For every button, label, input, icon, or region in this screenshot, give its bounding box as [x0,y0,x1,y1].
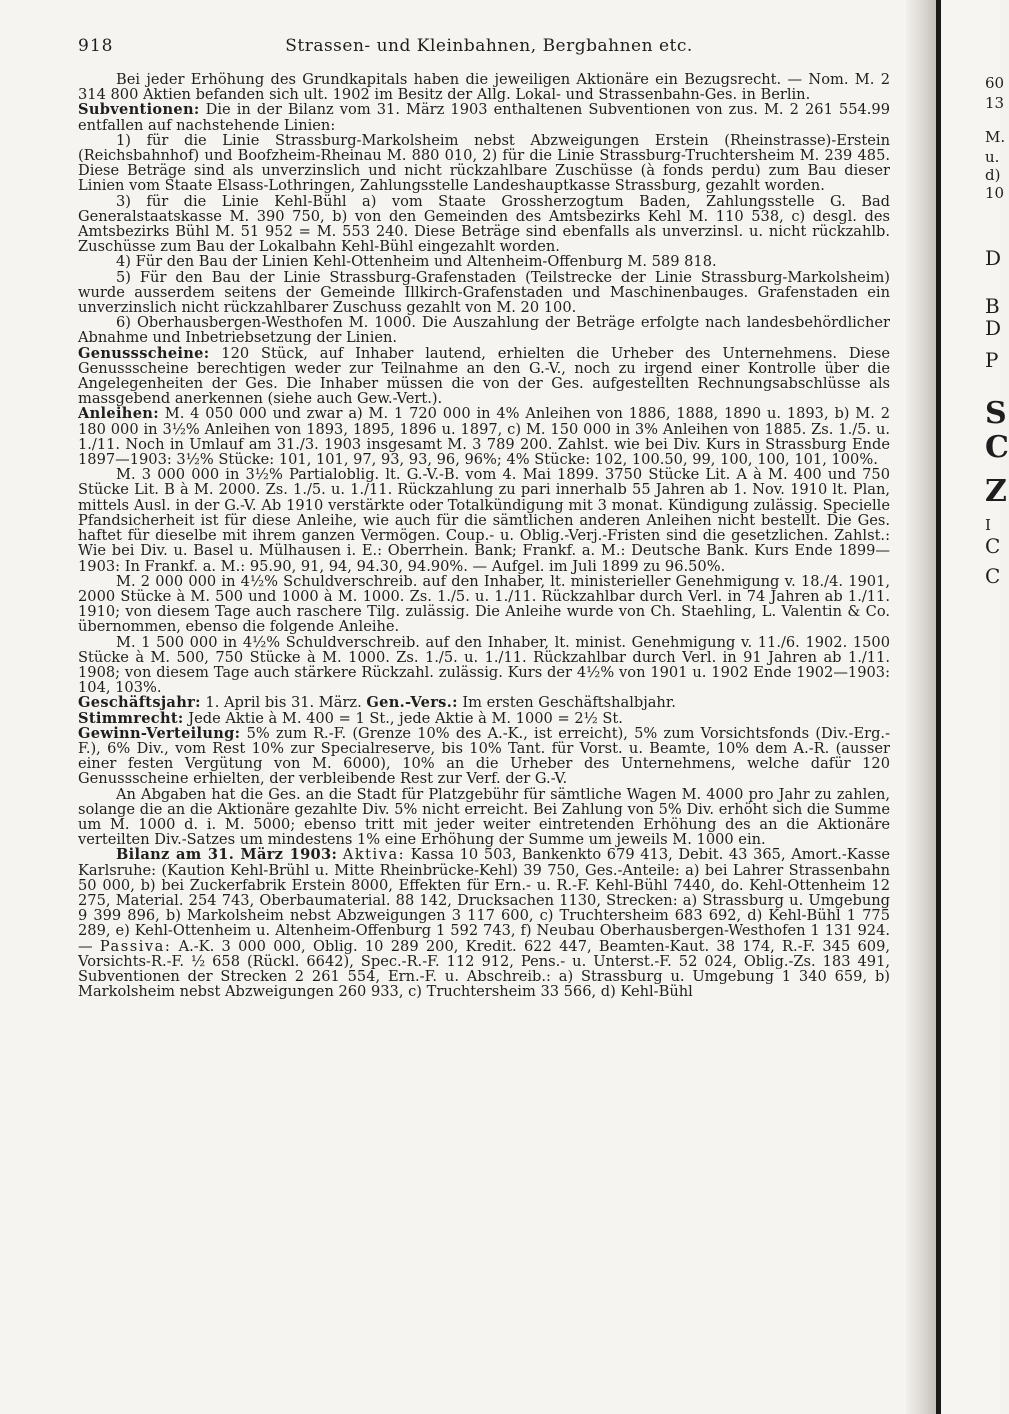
edge-fragment: I [985,516,991,534]
edge-fragment: C [985,430,1009,465]
aktiva-label: Aktiva: [342,846,406,864]
section-label: Genussscheine: [78,344,210,362]
edge-fragment: M. [985,128,1006,146]
subvention-item-4: 4) Für den Bau der Linien Kehl-Ottenheim und Altenheim-Offenburg M. 589 818. [116,253,717,271]
edge-fragment: u. [985,148,1000,166]
subvention-item-1-2: 1) für die Linie Strassburg-Markolsheim nebst Abzweigungen Erstein (Rheinstrasse)-Erstein (Reichsbahnhof) und Boofzheim-Rheinau M. 880 010, 2) für die Linie Strassburg-Truchtersheim M. 239 485. Diese Beträge sind als unverzinslich und nicht rückzahlbare Zuschüsse (à fonds perdu) zum Bau dieser Linien vom Staate Elsass-Lothringen, Zahlungsstelle Landeshauptkasse Strassburg, gezahlt worden. [78,131,890,195]
edge-fragment: S [985,396,1007,431]
edge-fragment: 60 [985,74,1005,92]
section-label: Gewinn-Verteilung: [78,724,241,742]
section-bilanz: Bilanz am 31. März 1903: Aktiva: Kassa 10 503, Bankenkto 679 413, Debit. 43 365, Amort.-Kasse Karlsruhe: (Kaution Kehl-Brühl u. Mitte Rheinbrücke-Kehl) 39 750, Ges.-Anteile: a) bei Lahrer Strassenbahn 50 000, b) bei Zuckerfabrik Erstein 8000, Effekten für Ern.- u. R.-F. Kehl-Bühl 7440, do. Kehl-Ottenheim 12 275, Material. 254 743, Oberbaumaterial. 88 142, Drucksachen 1130, Strecken: a) Strassburg u. Umgebung 9 399 896, b) Markolsheim nebst Abzweigungen 3 117 600, c) Truchtersheim 683 692, d) Kehl-Bühl 1 775 289, e) Kehl-Ottenheim u. Altenheim-Offenburg 1 592 743, f) Neubau Oberhausbergen-Westhofen 1 131 924. — Passiva: A.-K. 3 000 000, Oblig. 10 289 200, Kredit. 622 447, Beamten-Kaut. 38 174, R.-F. 345 609, Vorsichts-R.-F. ½ 658 (Rückl. 6642), Spec.-R.-F. 112 912, Pens.- u. Unterst.-F. 52 024, Oblig.-Zs. 183 491, Subventionen der Strecken 2 261 554, Ern.-F. u. Abschreib.: a) Strassburg u. Umgebung 1 340 659, b) Markolsheim nebst Abzweigungen 260 933, c) Truchtersheim 33 566, d) Kehl-Bühl [78,846,891,1001]
anleihe-1902: M. 1 500 000 in 4½% Schuldverschreib. auf den Inhaber, lt. minist. Genehmigung v. 11./6. 1902. 1500 Stücke à M. 500, 750 Stücke à M. 1000. Zs. 1./5. u. 1./11. Rückzahlbar durch Verl. in 91 Jahren ab 1./11. 1908; von diesem Tage auch stärkere Rückzahl. zulässig. Kurs der 4½% von 1901 u. 1902 Ende 1902—1903: 104, 103%. [78,633,890,697]
page-gutter [906,0,936,1414]
section-stimmrecht: Stimmrecht: Jede Aktie à M. 400 = 1 St., jede Aktie à M. 1000 = 2½ St. [78,709,623,727]
section-subventionen: Subventionen: Die in der Bilanz vom 31. März 1903 enthaltenen Subventionen von zus. M. 2 261 554.99 entfallen auf nachstehende Linien: [78,101,890,134]
section-label: Anleihen: [78,405,159,423]
paragraph-bezugsrecht: Bei jeder Erhöhung des Grundkapitals haben die jeweiligen Aktionäre ein Bezugsrecht. — Nom. M. 2 314 800 Aktien befanden sich ult. 1902 im Besitz der Allg. Lokal- und Strassenbahn-Ges. in Berlin. [78,71,890,104]
section-anleihen: Anleihen: M. 4 050 000 und zwar a) M. 1 720 000 in 4% Anleihen von 1886, 1888, 1890 u. 1893, b) M. 2 180 000 in 3½% Anleihen von 1893, 1895, 1896 u. 1897, c) M. 150 000 in 3% Anleihen von 1885. Zs. 1./5. u. 1./11. Noch in Umlauf am 31./3. 1903 insgesamt M. 3 789 200. Zahlst. wie bei Div. Kurs in Strassburg Ende 1897—1903: 3½% Stücke: 101, 101, 97, 93, 93, 96, 96%; 4% Stücke: 102, 100.50, 99, 100, 100, 101, 100%. [78,405,891,469]
paragraph-abgaben: An Abgaben hat die Ges. an die Stadt für Platzgebühr für sämtliche Wagen M. 4000 pro Jahr zu zahlen, solange die an die Aktionäre gezahlte Div. 5% nicht erreicht. Bei Zahlung von 5% Div. erhöht sich die Summe um M. 1000 d. i. M. 5000; ebenso tritt mit jeder weiter eintretenden Erhöhung des an die Aktionäre verteilten Div.-Satzes um mindestens 1% eine Erhöhung der Summe um jeweils M. 1000 ein. [78,785,890,849]
section-geschaeftsjahr: Geschäftsjahr: 1. April bis 31. März. Gen.-Vers.: Im ersten Geschäftshalbjahr. [78,694,676,712]
edge-fragment: 10 [985,184,1005,202]
edge-fragment: C [985,534,1001,558]
section-label: Geschäftsjahr: [78,694,201,712]
edge-fragment: d) [985,166,1001,184]
body-text [78,72,890,999]
edge-fragment: D [985,246,1002,270]
subvention-item-6: 6) Oberhausbergen-Westhofen M. 1000. Die Auszahlung der Beträge erfolgte nach landesbehördlicher Abnahme und Inbetriebsetzung der Linien. [78,314,890,347]
section-label: Stimmrecht: [78,709,184,727]
edge-fragment: B [985,294,1000,318]
edge-fragment: P [985,348,999,372]
section-label: Bilanz am 31. März 1903: [116,846,338,864]
section-gewinn-verteilung: Gewinn-Verteilung: 5% zum R.-F. (Grenze 10% des A.-K., ist erreicht), 5% zum Vorsichtsfonds (Div.-Erg.-F.), 6% Div., vom Rest 10% zur Specialreserve, bis 10% Tant. für Vorst. u. Beamte, 10% dem A.-R. (ausser einer festen Vergütung von M. 6000), 10% an die Urheber des Unternehmens, welche dafür 120 Genussscheine erhielten, der verbleibende Rest zur Verf. der G.-V. [78,724,891,788]
edge-fragment: Z [985,474,1007,509]
anleihe-partialoblig: M. 3 000 000 in 3½% Partialoblig. lt. G.-V.-B. vom 4. Mai 1899. 3750 Stücke Lit. A à M. 400 und 750 Stücke Lit. B à M. 2000. Zs. 1./5. u. 1./11. Rückzahlung zu pari innerhalb 55 Jahren ab 1. Nov. 1910 lt. Plan, mittels Ausl. in der G.-V. Ab 1910 verstärkte oder Totalkündigung mit 3 monat. Kündigung zulässig. Specielle Pfandsicherheit ist für diese Anleihe, wie auch für die sämtlichen anderen Anleihen nicht bestellt. Die Ges. haftet für dieselbe mit ihrem ganzen Vermögen. Coup.- u. Oblig.-Verj.-Fristen sind die gesetzlichen. Zahlst.: Wie bei Div. u. Basel u. Mülhausen i. E.: Oberrhein. Bank; Frankf. a. M.: Deutsche Bank. Kurs Ende 1899—1903: In Frankf. a. M.: 95.90, 91, 94, 94.30, 94.90%. — Aufgel. im Juli 1899 zu 96.50%. [78,466,890,575]
page-number: 918 [78,36,114,56]
section-label: Gen.-Vers.: [366,694,458,712]
anleihe-1901: M. 2 000 000 in 4½% Schuldverschreib. auf den Inhaber, lt. ministerieller Genehmigung v. 18./4. 1901, 2000 Stücke à M. 500 und 1000 à M. 1000. Zs. 1./5. u. 1./11. Rückzahlbar durch Verl. in 74 Jahren ab 1./11. 1910; von diesem Tage auch raschere Tilg. zulässig. Die Anleihe wurde von Ch. Staehling, L. Valentin & Co. übernommen, ebenso die folgende Anleihe. [78,572,890,636]
edge-fragment: C [985,564,1001,588]
passiva-label: Passiva: [99,937,172,955]
section-label: Subventionen: [78,101,200,119]
edge-fragment: 13 [985,94,1005,112]
subvention-item-5: 5) Für den Bau der Linie Strassburg-Grafenstaden (Teilstrecke der Linie Strassburg-Markolsheim) wurde ausserdem seitens der Gemeinde Illkirch-Grafenstaden und Maschinenbauges. Grafenstaden ein unverzinslich nicht rückzahlbarer Zuschuss gezahlt von M. 20 100. [78,268,890,317]
edge-fragment: D [985,316,1002,340]
running-title: Strassen- und Kleinbahnen, Bergbahnen etc. [285,36,693,56]
section-genussscheine: Genussscheine: 120 Stück, auf Inhaber lautend, erhielten die Urheber des Unternehmens. Diese Genussscheine berechtigen weder zur Teilnahme an den G.-V., noch zu irgend einer Kontrolle über die Angelegenheiten der Ges. Die Inhaber müssen die von der Ges. aufgestellten Rechnungsabschlüsse als massgebend anerkennen (siehe auch Gew.-Vert.). [78,344,890,408]
next-page-edge [941,0,1009,1414]
page-header [78,36,900,60]
subvention-item-3: 3) für die Linie Kehl-Bühl a) vom Staate Grossherzogtum Baden, Zahlungsstelle G. Bad Generalstaatskasse M. 390 750, b) von den Gemeinden des Amtsbezirks Kehl M. 110 538, c) desgl. des Amtsbezirks Bühl M. 51 952 = M. 553 240. Diese Beträge sind ebenfalls als unverzinsl. u. nicht rückzahlb. Zuschüsse zum Bau der Lokalbahn Kehl-Bühl eingezahlt worden. [78,192,890,256]
